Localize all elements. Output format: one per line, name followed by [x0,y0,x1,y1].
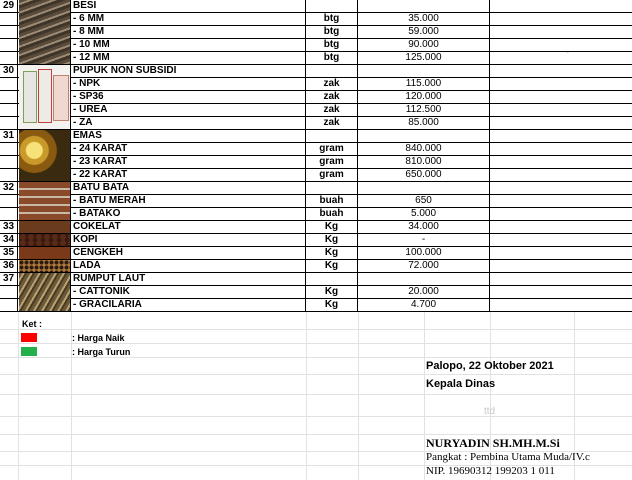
row-price[interactable]: 650 [358,195,490,208]
lada-product-image [19,260,70,272]
row-commodity-name[interactable]: COKELAT [71,221,306,234]
row-empty-cell[interactable] [490,273,632,286]
row-number[interactable] [0,143,18,156]
row-commodity-name[interactable]: - GRACILARIA [71,299,306,312]
row-commodity-name[interactable]: - SP36 [71,91,306,104]
signature-ttd: ttd [484,406,496,417]
row-price[interactable]: 840.000 [358,143,490,156]
row-number[interactable] [0,104,18,117]
row-commodity-name[interactable]: BESI [71,0,306,13]
row-empty-cell[interactable] [490,130,632,143]
row-number[interactable] [0,117,18,130]
table-row [0,117,632,130]
row-commodity-name[interactable]: LADA [71,260,306,273]
row-unit[interactable]: zak [306,91,358,104]
row-empty-cell[interactable] [490,39,632,52]
row-commodity-name[interactable]: CENGKEH [71,247,306,260]
row-commodity-name[interactable]: - CATTONIK [71,286,306,299]
table-row [0,91,632,104]
signature-rank: Pangkat : Pembina Utama Muda/IV.c [426,451,590,463]
row-unit[interactable] [306,130,358,143]
row-empty-cell[interactable] [490,260,632,273]
row-number[interactable]: 35 [0,247,18,260]
row-price[interactable]: 125.000 [358,52,490,65]
row-commodity-name[interactable]: - 6 MM [71,13,306,26]
kopi-product-image [19,234,70,246]
row-unit[interactable]: zak [306,104,358,117]
row-number[interactable] [0,91,18,104]
row-commodity-name[interactable]: KOPI [71,234,306,247]
row-unit[interactable]: Kg [306,286,358,299]
row-empty-cell[interactable] [490,247,632,260]
table-row [0,156,632,169]
row-commodity-name[interactable]: RUMPUT LAUT [71,273,306,286]
row-commodity-name[interactable]: - UREA [71,104,306,117]
row-unit[interactable] [306,182,358,195]
besi-product-image [19,0,70,64]
row-unit[interactable]: zak [306,78,358,91]
row-commodity-name[interactable]: PUPUK NON SUBSIDI [71,65,306,78]
row-price[interactable] [358,182,490,195]
row-commodity-name[interactable]: - 10 MM [71,39,306,52]
row-unit[interactable]: gram [306,156,358,169]
row-number[interactable]: 37 [0,273,18,286]
table-row [0,273,632,286]
row-price[interactable]: - [358,234,490,247]
signature-place-date: Palopo, 22 Oktober 2021 [426,360,554,372]
row-unit[interactable]: btg [306,26,358,39]
row-unit[interactable]: btg [306,39,358,52]
row-number[interactable] [0,299,18,312]
row-commodity-name[interactable]: - 8 MM [71,26,306,39]
row-number[interactable] [0,26,18,39]
row-price[interactable]: 115.000 [358,78,490,91]
table-row [0,39,632,52]
row-price[interactable] [358,130,490,143]
row-commodity-name[interactable]: - ZA [71,117,306,130]
rumput-laut-product-image [19,273,70,311]
table-row [0,286,632,299]
table-row [0,299,632,312]
table-row [0,221,632,234]
row-price[interactable]: 90.000 [358,39,490,52]
row-empty-cell[interactable] [490,143,632,156]
stray-tick-mark: ` [566,50,569,60]
row-price[interactable]: 59.000 [358,26,490,39]
row-unit[interactable]: btg [306,52,358,65]
row-number[interactable]: 30 [0,65,18,78]
row-unit[interactable]: Kg [306,221,358,234]
row-number[interactable]: 31 [0,130,18,143]
row-empty-cell[interactable] [490,104,632,117]
row-empty-cell[interactable] [490,208,632,221]
legend-price-down-label: : Harga Turun [72,347,131,357]
row-commodity-name[interactable]: EMAS [71,130,306,143]
row-price[interactable] [358,0,490,13]
row-number[interactable] [0,13,18,26]
row-number[interactable] [0,78,18,91]
row-commodity-name[interactable]: - 22 KARAT [71,169,306,182]
table-row [0,78,632,91]
row-price[interactable]: 100.000 [358,247,490,260]
row-empty-cell[interactable] [490,52,632,65]
table-row [0,182,632,195]
table-row [0,247,632,260]
row-empty-cell[interactable] [490,78,632,91]
row-price[interactable]: 85.000 [358,117,490,130]
row-price[interactable]: 5.000 [358,208,490,221]
row-unit[interactable]: zak [306,117,358,130]
table-row [0,26,632,39]
row-empty-cell[interactable] [490,65,632,78]
row-price[interactable]: 35.000 [358,13,490,26]
row-price[interactable] [358,273,490,286]
row-number[interactable]: 36 [0,260,18,273]
row-number[interactable] [0,52,18,65]
table-row [0,13,632,26]
row-number[interactable] [0,286,18,299]
row-price[interactable]: 20.000 [358,286,490,299]
row-empty-cell[interactable] [490,13,632,26]
row-number[interactable]: 32 [0,182,18,195]
batu-bata-product-image [19,182,70,220]
row-number[interactable]: 29 [0,0,18,13]
legend-green-swatch [21,347,37,356]
row-empty-cell[interactable] [490,234,632,247]
row-empty-cell[interactable] [490,195,632,208]
row-number[interactable] [0,39,18,52]
row-price[interactable]: 650.000 [358,169,490,182]
legend-price-up-label: : Harga Naik [72,333,125,343]
row-empty-cell[interactable] [490,182,632,195]
legend-red-swatch [21,333,37,342]
cokelat-product-image [19,221,70,233]
table-row [0,52,632,65]
row-unit[interactable]: gram [306,143,358,156]
row-empty-cell[interactable] [490,169,632,182]
table-row [0,234,632,247]
signature-name: NURYADIN SH.MH.M.Si [426,436,560,450]
row-unit[interactable]: Kg [306,234,358,247]
pupuk-product-image [19,65,70,129]
legend-title: Ket : [22,319,42,329]
row-number[interactable] [0,208,18,221]
table-row [0,104,632,117]
row-empty-cell[interactable] [490,299,632,312]
row-commodity-name[interactable]: - NPK [71,78,306,91]
table-row [0,260,632,273]
row-unit[interactable]: btg [306,13,358,26]
row-price[interactable]: 4.700 [358,299,490,312]
row-number[interactable] [0,169,18,182]
row-unit[interactable]: Kg [306,299,358,312]
row-unit[interactable]: buah [306,208,358,221]
row-price[interactable]: 72.000 [358,260,490,273]
table-row [0,143,632,156]
row-unit[interactable]: Kg [306,260,358,273]
row-unit[interactable]: Kg [306,247,358,260]
row-unit[interactable]: gram [306,169,358,182]
table-row [0,65,632,78]
row-price[interactable]: 34.000 [358,221,490,234]
row-unit[interactable] [306,0,358,13]
row-empty-cell[interactable] [490,91,632,104]
row-price[interactable]: 120.000 [358,91,490,104]
row-empty-cell[interactable] [490,286,632,299]
row-empty-cell[interactable] [490,156,632,169]
table-row [0,169,632,182]
signature-position: Kepala Dinas [426,378,496,390]
row-unit[interactable] [306,65,358,78]
row-number[interactable] [0,195,18,208]
row-empty-cell[interactable] [490,26,632,39]
row-number[interactable]: 34 [0,234,18,247]
emas-product-image [19,130,70,181]
cengkeh-product-image [19,247,70,259]
row-price[interactable]: 112.500 [358,104,490,117]
row-commodity-name[interactable]: - 24 KARAT [71,143,306,156]
table-row [0,130,632,143]
signature-nip: NIP. 19690312 199203 1 011 [426,465,555,477]
row-price[interactable]: 810.000 [358,156,490,169]
row-number[interactable]: 33 [0,221,18,234]
table-row [0,0,632,13]
row-commodity-name[interactable]: BATU BATA [71,182,306,195]
row-empty-cell[interactable] [490,221,632,234]
row-empty-cell[interactable] [490,0,632,13]
row-commodity-name[interactable]: - 23 KARAT [71,156,306,169]
row-number[interactable] [0,156,18,169]
row-empty-cell[interactable] [490,117,632,130]
row-unit[interactable] [306,273,358,286]
row-commodity-name[interactable]: - 12 MM [71,52,306,65]
row-commodity-name[interactable]: - BATAKO [71,208,306,221]
row-price[interactable] [358,65,490,78]
table-row [0,208,632,221]
table-row [0,195,632,208]
row-unit[interactable]: buah [306,195,358,208]
row-commodity-name[interactable]: - BATU MERAH [71,195,306,208]
